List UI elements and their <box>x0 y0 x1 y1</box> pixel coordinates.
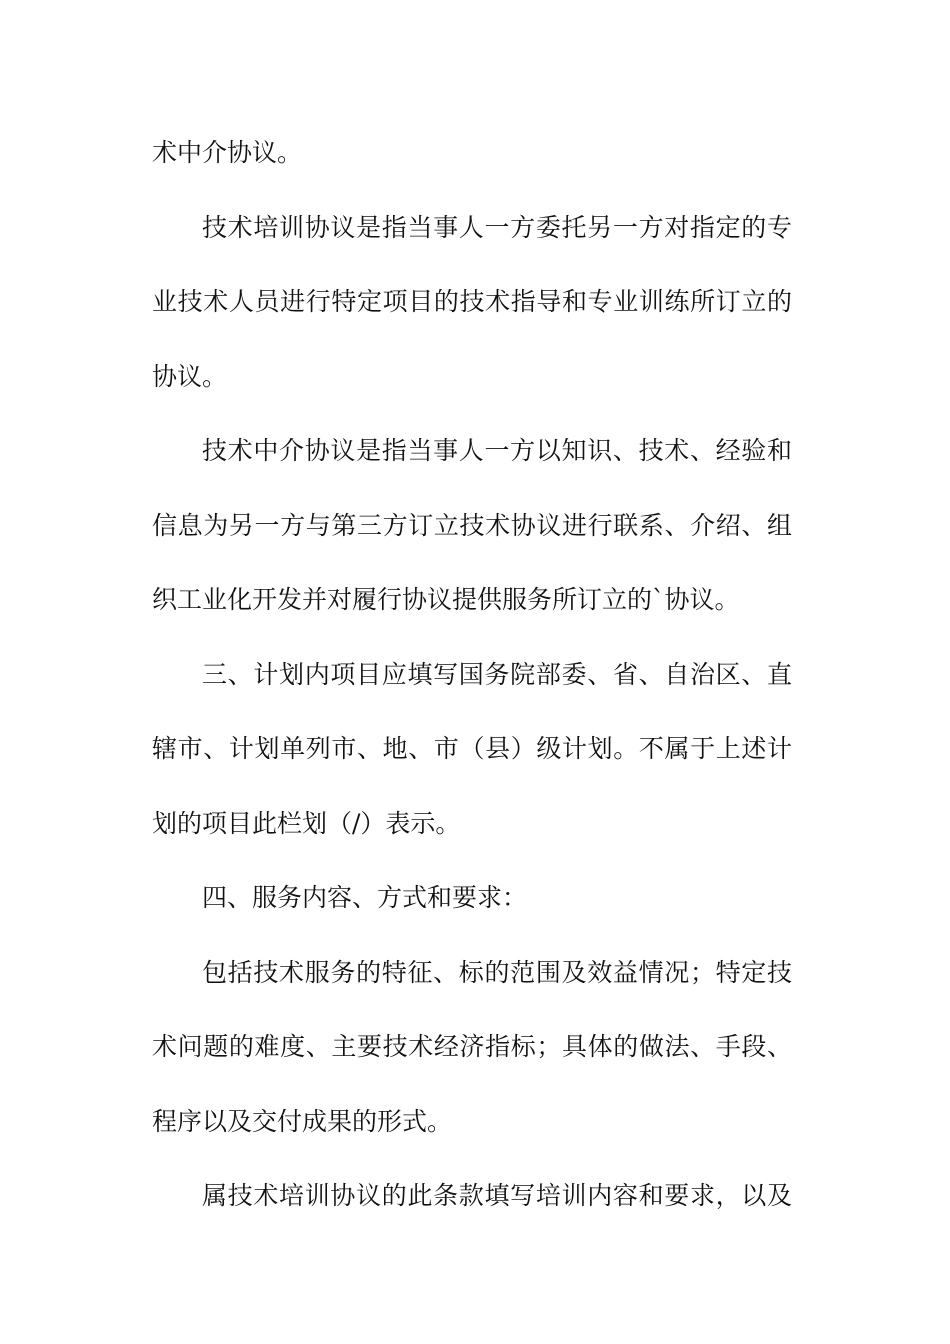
text-line: 划的项目此栏划（/）表示。 <box>152 809 461 838</box>
text-line: 术中介协议。 <box>152 138 303 167</box>
paragraph-first-line: 技术中介协议是指当事人一方以知识、技术、经验和 <box>202 436 792 465</box>
text-line: 协议。 <box>152 362 228 391</box>
text-line: 业技术人员进行特定项目的技术指导和专业训练所订立的 <box>152 287 792 316</box>
text-line: 织工业化开发并对履行协议提供服务所订立的`协议。 <box>152 585 740 614</box>
text-line: 术问题的难度、主要技术经济指标；具体的做法、手段、 <box>152 1032 792 1061</box>
paragraph-first-line: 包括技术服务的特征、标的范围及效益情况；特定技 <box>202 958 792 987</box>
paragraph-first-line: 三、计划内项目应填写国务院部委、省、自治区、直 <box>202 660 792 689</box>
text-line: 信息为另一方与第三方订立技术协议进行联系、介绍、组 <box>152 511 792 540</box>
paragraph-first-line: 技术培训协议是指当事人一方委托另一方对指定的专 <box>202 213 792 242</box>
text-line: 辖市、计划单列市、地、市（县）级计划。不属于上述计 <box>152 734 792 763</box>
text-line: 程序以及交付成果的形式。 <box>152 1107 453 1136</box>
section-heading: 四、服务内容、方式和要求： <box>202 883 528 912</box>
paragraph-first-line: 属技术培训协议的此条款填写培训内容和要求，以及 <box>202 1181 792 1210</box>
